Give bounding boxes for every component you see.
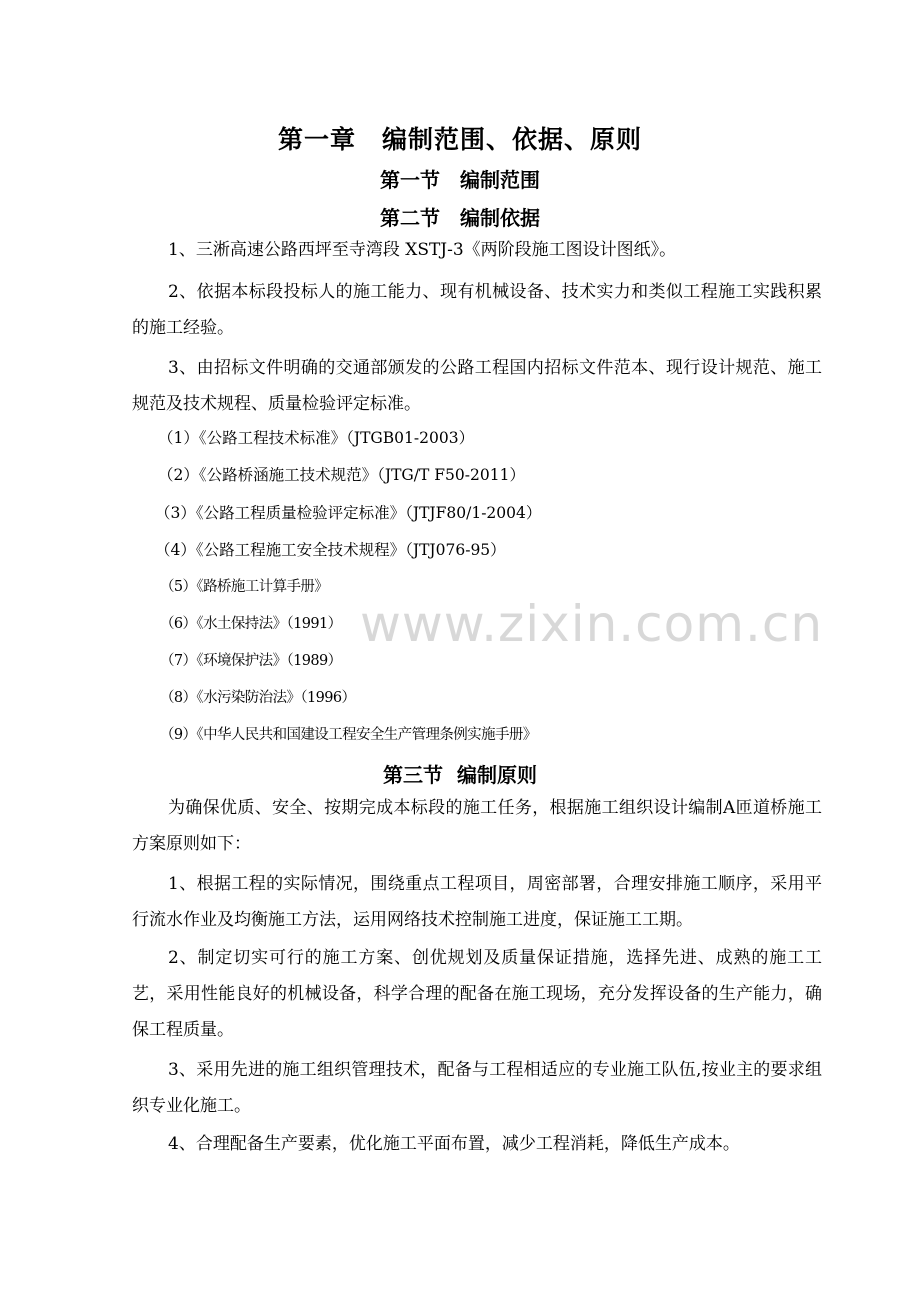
principle-paragraph-3: 3、采用先进的施工组织管理技术，配备与工程相适应的专业施工队伍,按业主的要求组织专业化施工。 [132, 1060, 822, 1116]
chapter-title: 第一章 编制范围、依据、原则 [277, 125, 642, 154]
principle-intro: 为确保优质、安全、按期完成本标段的施工任务，根据施工组织设计编制A匝道桥施工方案原则如下： [132, 798, 822, 854]
reference-item: （8）《水污染防治法》（1996） [160, 690, 356, 706]
reference-item: （9）《中华人民共和国建设工程安全生产管理条例实施手册》 [160, 727, 537, 743]
section-1-title: 第一节 编制范围 [380, 168, 540, 192]
section-3-title: 第三节 编制原则 [383, 763, 537, 787]
basis-paragraph-2: 2、依据本标段投标人的施工能力、现有机械设备、技术实力和类似工程施工实践积累的施工经验。 [132, 282, 822, 338]
reference-item: （5）《路桥施工计算手册》 [160, 579, 329, 595]
principle-paragraph-1: 1、根据工程的实际情况，围绕重点工程项目，周密部署，合理安排施工顺序，采用平行流水作业及均衡施工方法，运用网络技术控制施工进度，保证施工工期。 [132, 874, 822, 930]
reference-item: （6）《水土保持法》（1991） [160, 616, 342, 632]
watermark: www.zixin.com.cn [360, 595, 824, 653]
principle-paragraph-4: 4、合理配备生产要素，优化施工平面布置，减少工程消耗，降低生产成本。 [168, 1134, 740, 1154]
reference-item: （7）《环境保护法》（1989） [160, 653, 342, 669]
reference-item: （3）《公路工程质量检验评定标准》（JTJF80/1-2004） [155, 504, 542, 522]
basis-paragraph-1: 1、三淅高速公路西坪至寺湾段 XSTJ-3《两阶段施工图设计图纸》。 [168, 240, 677, 260]
reference-item: （1）《公路工程技术标准》（JTGB01-2003） [158, 429, 475, 447]
section-2-title: 第二节 编制依据 [380, 206, 540, 230]
principle-paragraph-2: 2、制定切实可行的施工方案、创优规划及质量保证措施，选择先进、成熟的施工工艺，采用性能良好的机械设备，科学合理的配备在施工现场，充分发挥设备的生产能力，确保工程质量。 [132, 948, 822, 1040]
basis-paragraph-3: 3、由招标文件明确的交通部颁发的公路工程国内招标文件范本、现行设计规范、施工规范及技术规程、质量检验评定标准。 [132, 358, 822, 414]
reference-item: （4）《公路工程施工安全技术规程》（JTJ076-95） [155, 541, 506, 559]
reference-item: （2）《公路桥涵施工技术规范》（JTG/T F50-2011） [158, 466, 525, 484]
